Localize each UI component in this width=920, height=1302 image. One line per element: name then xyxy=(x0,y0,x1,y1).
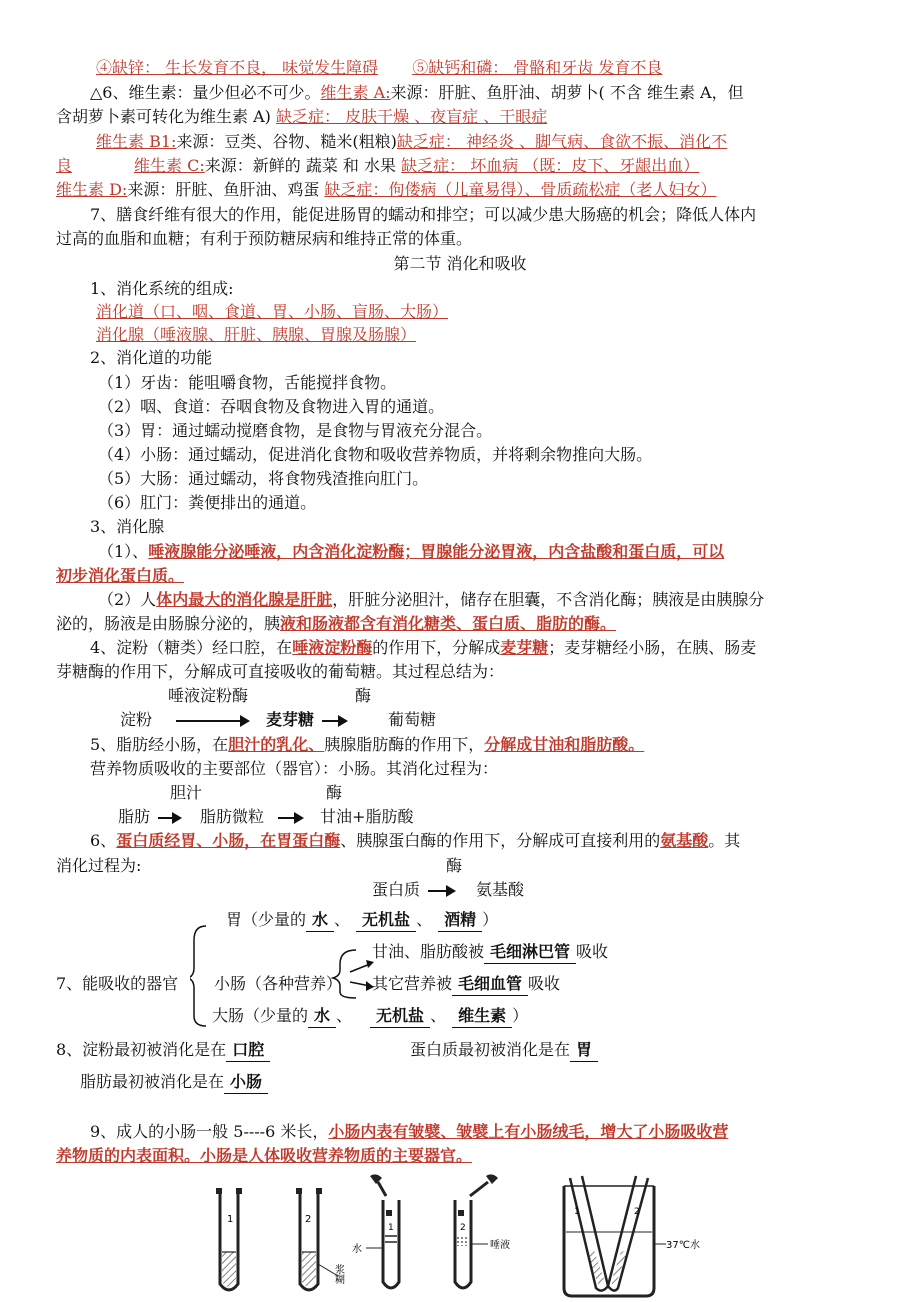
test-tube-3 xyxy=(352,1174,399,1288)
starch-s2: 麦芽糖 xyxy=(266,710,315,729)
vitamin-c-line xyxy=(56,155,699,177)
starch-enzyme-red: 唾液淀粉酶 xyxy=(292,638,373,657)
fat-line2: 营养物质吸收的主要部位（器官）：小肠。其消化过程为： xyxy=(90,759,499,778)
tube-label: 1 xyxy=(227,1214,234,1225)
starch-line1 xyxy=(90,637,756,659)
protein-line1 xyxy=(90,830,740,852)
zinc-deficiency: ④缺锌： 生长发育不良， 味觉发生障碍 xyxy=(96,58,379,77)
protein-process xyxy=(372,879,524,901)
zinc-calcium-line xyxy=(96,57,662,79)
digestive-glands-text: 消化腺（唾液腺、肝脏、胰腺、胃腺及肠腺） xyxy=(96,325,417,344)
starch-process xyxy=(120,709,436,731)
starch-maltose-red: 麦芽糖 xyxy=(500,638,549,657)
function-item: （5）大肠：通过蠕动，将食物残渣推向肛门。 xyxy=(98,469,429,488)
beaker xyxy=(564,1176,700,1296)
saliva-label: 唾液 xyxy=(490,1240,510,1251)
arrow-icon xyxy=(350,964,370,972)
fat-enzyme2: 酶 xyxy=(326,783,343,802)
glands-p2-red: 体内最大的消化腺是肝脏 xyxy=(156,590,333,609)
vitamin-c-lack: 缺乏症： 坏血病 （既：皮下、牙龈出血） xyxy=(401,156,700,175)
absorb-large-a: 大肠（少量的 xyxy=(212,1006,309,1025)
tube-label: 2 xyxy=(634,1207,640,1217)
vitamin-a-source: 来源：肝脏、鱼肝油、胡萝卜( 不含 维生素 A，但 xyxy=(390,83,744,102)
paste-label: 浆糊 xyxy=(332,1264,344,1284)
absorb-large xyxy=(212,1005,528,1028)
starch-s3: 葡萄糖 xyxy=(388,710,437,729)
small-intestine-a: 9、成人的小肠一般 5----6 米长， xyxy=(90,1122,329,1141)
temp-label: 37℃水 xyxy=(666,1240,700,1251)
arrow-icon xyxy=(322,720,346,722)
vitamin-d-name: 维生素 D: xyxy=(56,180,128,199)
absorb-stomach-salt: 无机盐 xyxy=(356,909,416,932)
vitamin-d-lack: 缺乏症：佝偻病（儿童易得）、骨质疏松症（老人妇女） xyxy=(324,180,717,199)
fat-line1 xyxy=(90,734,644,756)
protein-amino-red: 氨基酸 xyxy=(660,831,709,850)
starch-l1a: 4、淀粉（糖类）经口腔，在 xyxy=(90,638,293,657)
vitamin-a-lack: 缺乏症： 皮肤干燥 、夜盲症 、干眼症 xyxy=(275,107,548,126)
function-item: （6）肛门：粪便排出的通道。 xyxy=(98,493,317,512)
section-title: 第二节 消化和吸收 xyxy=(393,254,527,273)
glands-p2-rest: ，肝脏分泌胆汁，储存在胆囊，不含消化酶；胰液是由胰腺分 xyxy=(332,590,765,609)
protein-l1b: 、胰腺蛋白酶的作用下，分解成可直接利用的 xyxy=(340,831,661,850)
vitamin-intro: △6、维生素：量少但必不可少。 xyxy=(90,83,321,102)
protein-l1c: 。其 xyxy=(708,831,741,850)
absorb-label: 7、能吸收的器官 xyxy=(56,974,179,993)
fat-bile-red: 胆汁的乳化、 xyxy=(228,735,325,754)
function-item: （1）牙齿：能咀嚼食物，舌能搅拌食物。 xyxy=(98,373,397,392)
test-tube-2 xyxy=(296,1188,345,1290)
sep: 、 xyxy=(430,1006,447,1025)
arrow-icon xyxy=(158,817,180,819)
fat-l1a: 5、脂肪经小肠，在 xyxy=(90,735,229,754)
protein-l1a: 6、 xyxy=(90,831,117,850)
tube-label: 2 xyxy=(305,1214,312,1225)
absorb-sub2-a: 其它营养被 xyxy=(372,974,453,993)
starch-enzyme1: 唾液淀粉酶 xyxy=(168,686,249,705)
protein-line2: 消化过程为: xyxy=(56,856,142,875)
vitamin-a-source2: 含胡萝卜素可转化为维生素 A) xyxy=(56,107,271,126)
experiment-figure xyxy=(200,1172,720,1302)
digestive-glands xyxy=(96,324,416,346)
fiber-line1: 7、膳食纤维有很大的作用，能促进肠胃的蠕动和排空；可以减少患大肠癌的机会；降低人体内 xyxy=(90,205,757,224)
first-protein-a: 蛋白质最初被消化是在 xyxy=(410,1040,571,1059)
glands-p2-line2 xyxy=(56,613,616,635)
fat-process xyxy=(118,806,413,828)
tube-label: 2 xyxy=(460,1223,466,1233)
absorb-large-salt: 无机盐 xyxy=(370,1005,430,1028)
first-starch-a: 8、淀粉最初被消化是在 xyxy=(56,1040,227,1059)
absorb-sub2-c: 吸收 xyxy=(528,974,561,993)
protein-red: 蛋白质经胃、小肠，在胃蛋白酶 xyxy=(116,831,341,850)
digestive-tract-text: 消化道（口、咽、食道、胃、小肠、盲肠、大肠） xyxy=(96,302,449,321)
absorb-sub1-c: 吸收 xyxy=(576,942,609,961)
test-tube-4 xyxy=(455,1174,510,1288)
starch-enzyme2: 酶 xyxy=(355,686,372,705)
arrow-icon xyxy=(428,890,454,892)
first-protein xyxy=(410,1039,598,1062)
function-item: （4）小肠：通过蠕动，促进消化食物和吸收营养物质，并将剩余物推向大肠。 xyxy=(98,445,653,464)
vitamin-b1-name: 维生素 B1: xyxy=(96,132,177,151)
arrow-icon xyxy=(278,817,302,819)
starch-l1c: ；麦芽糖经小肠，在胰、肠麦 xyxy=(548,638,757,657)
glands-p2-prefix: （2）人 xyxy=(98,590,157,609)
starch-line2: 芽糖酶的作用下，分解成可直接吸收的葡萄糖。其过程总结为： xyxy=(56,662,505,681)
glands-p2 xyxy=(98,589,764,611)
function-item: （2）咽、食道：吞咽食物及食物进入胃的通道。 xyxy=(98,397,445,416)
small-intestine-red2: 养物质的内表面积。小肠是人体吸收营养物质的主要器官。 xyxy=(56,1146,473,1165)
glands-p2-line2-a: 泌的，肠液是由肠腺分泌的，胰 xyxy=(56,614,281,633)
vitamin-a-line xyxy=(90,82,744,104)
close-paren: ） xyxy=(482,910,499,929)
protein-s1: 蛋白质 xyxy=(372,880,421,899)
fiber-line2: 过高的血脂和血糖；有利于预防糖尿病和维持正常的体重。 xyxy=(56,229,473,248)
glands-p1 xyxy=(98,541,724,563)
glands-p1-red2: 初步消化蛋白质。 xyxy=(56,566,185,585)
small-intestine-line1 xyxy=(90,1121,728,1143)
absorb-sub2 xyxy=(372,973,560,996)
first-fat xyxy=(80,1071,268,1094)
fat-products-red: 分解成甘油和脂肪酸。 xyxy=(484,735,645,754)
vitamin-c-name: 维生素 C: xyxy=(134,156,205,175)
absorb-capillary: 毛细血管 xyxy=(452,973,528,996)
vitamin-d-source: 来源：肝脏、鱼肝油、鸡蛋 xyxy=(127,180,320,199)
glands-p2-line2-red: 液和肠液都含有消化糖类、蛋白质、脂肪的酶。 xyxy=(280,614,617,633)
absorb-large-vitamin: 维生素 xyxy=(452,1005,512,1028)
glands-p1-line2 xyxy=(56,565,184,587)
first-starch-b: 口腔 xyxy=(226,1039,270,1062)
tube-label: 1 xyxy=(388,1223,394,1233)
protein-s2: 氨基酸 xyxy=(476,880,525,899)
fat-s3: 甘油+脂肪酸 xyxy=(320,807,414,826)
functions-heading: 2、消化道的功能 xyxy=(90,348,213,367)
vitamin-b1-lack: 缺乏症： 神经炎 、脚气病、食欲不振、消化不 xyxy=(396,132,728,151)
sep: 、 xyxy=(334,910,351,929)
absorb-stomach-a: 胃（少量的 xyxy=(226,910,307,929)
first-fat-b: 小肠 xyxy=(224,1071,268,1094)
digestive-tract xyxy=(96,301,448,323)
sep: 、 xyxy=(336,1006,353,1025)
starch-l1b: 的作用下，分解成 xyxy=(372,638,501,657)
sep: 、 xyxy=(416,910,433,929)
small-intestine-line2 xyxy=(56,1145,472,1167)
vitamin-d-line xyxy=(56,179,716,201)
absorb-large-water: 水 xyxy=(308,1005,336,1028)
water-label: 水 xyxy=(352,1244,362,1255)
starch-s1: 淀粉 xyxy=(120,710,153,729)
glands-p1-red: 唾液腺能分泌唾液，内含消化淀粉酶；胃腺能分泌胃液，内含盐酸和蛋白质，可以 xyxy=(148,542,725,561)
vitamin-a-line2 xyxy=(56,106,547,128)
absorb-sub1-a: 甘油、脂肪酸被 xyxy=(372,942,485,961)
calcium-deficiency: ⑤缺钙和磷： 骨骼和牙齿 发育不良 xyxy=(412,58,663,77)
fat-enzyme1: 胆汁 xyxy=(170,783,203,802)
composition-heading: 1、消化系统的组成: xyxy=(90,279,234,298)
first-protein-b: 胃 xyxy=(570,1039,598,1062)
tube-label: 1 xyxy=(574,1207,580,1217)
first-fat-a: 脂肪最初被消化是在 xyxy=(80,1072,225,1091)
vitamin-b1-line xyxy=(96,131,727,153)
vitamin-b1-lack2: 良 xyxy=(56,156,73,175)
absorb-sub1 xyxy=(372,941,608,964)
close-paren: ） xyxy=(512,1006,529,1025)
first-starch xyxy=(56,1039,270,1062)
fat-l1b: 胰腺脂肪酶的作用下， xyxy=(324,735,485,754)
fat-s2: 脂肪微粒 xyxy=(200,807,265,826)
vitamin-b1-source: 来源：豆类、谷物、糙米(粗粮) xyxy=(176,132,397,151)
small-intestine-red: 小肠内表有皱襞、皱襞上有小肠绒毛，增大了小肠吸收营 xyxy=(328,1122,729,1141)
glands-p1-prefix: （1）、 xyxy=(98,542,149,561)
fat-s1: 脂肪 xyxy=(118,807,151,826)
absorb-stomach-alcohol: 酒精 xyxy=(438,909,482,932)
function-item: （3）胃：通过蠕动搅磨食物，是食物与胃液充分混合。 xyxy=(98,421,493,440)
absorb-lymph: 毛细淋巴管 xyxy=(484,941,576,964)
test-tube-1 xyxy=(216,1188,242,1290)
vitamin-c-source: 来源：新鲜的 蔬菜 和 水果 xyxy=(204,156,397,175)
vitamin-a-name: 维生素 A: xyxy=(320,83,391,102)
absorb-stomach xyxy=(226,909,498,932)
absorb-intestine: 小肠（各种营养） xyxy=(214,974,343,993)
absorb-stomach-water: 水 xyxy=(306,909,334,932)
brace-icon xyxy=(190,926,206,1026)
glands-heading: 3、消化腺 xyxy=(90,517,165,536)
arrow-icon xyxy=(176,720,248,722)
protein-enzyme: 酶 xyxy=(446,856,463,875)
